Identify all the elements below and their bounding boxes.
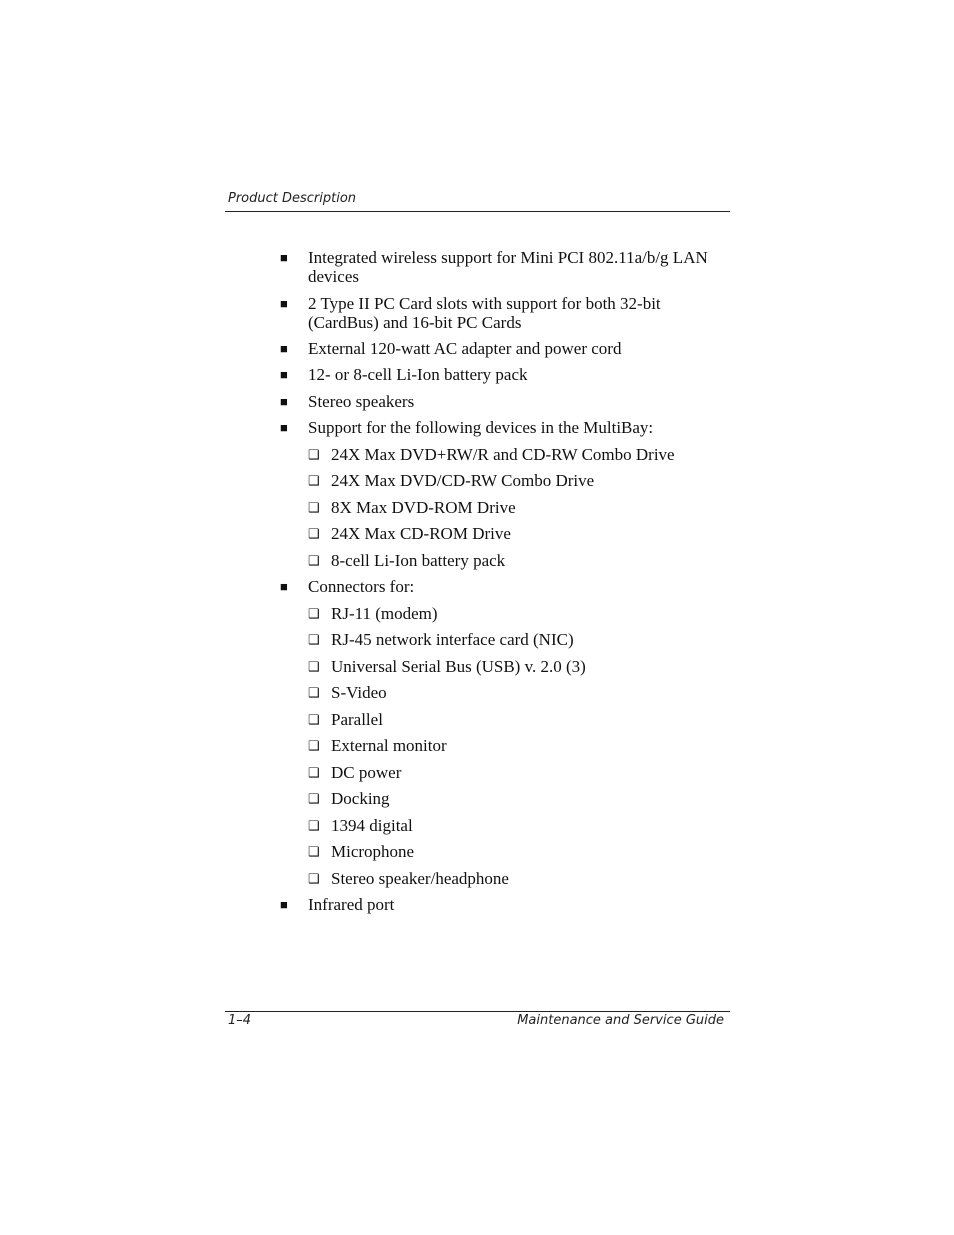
sub-list-item-text: Parallel — [331, 710, 383, 729]
sub-list-item-text: RJ-11 (modem) — [331, 604, 438, 623]
sub-list-item — [308, 816, 728, 835]
sub-list-item — [308, 842, 728, 861]
list-item — [280, 248, 725, 286]
list-item-text: 12- or 8-cell Li-Ion battery pack — [308, 365, 528, 384]
checkbox-bullet-icon: ❑ — [308, 685, 320, 700]
sub-list-item-text: 1394 digital — [331, 816, 413, 835]
sub-list-item-text: RJ-45 network interface card (NIC) — [331, 630, 574, 649]
checkbox-bullet-icon: ❑ — [308, 712, 320, 727]
list-item — [280, 392, 725, 411]
sub-list-item-text: 8-cell Li-Ion battery pack — [331, 551, 506, 570]
list-item — [280, 339, 725, 358]
checkbox-bullet-icon: ❑ — [308, 553, 320, 568]
list-item-text: Infrared port — [308, 895, 395, 914]
checkbox-bullet-icon: ❑ — [308, 738, 320, 753]
sub-list-item-text: 24X Max DVD+RW/R and CD-RW Combo Drive — [331, 445, 675, 464]
sub-list-item-text: 24X Max DVD/CD-RW Combo Drive — [331, 471, 595, 490]
footer-guide-title: Maintenance and Service Guide — [517, 1013, 724, 1028]
square-bullet-icon: ■ — [280, 394, 288, 409]
list-item — [280, 895, 725, 914]
checkbox-bullet-icon: ❑ — [308, 526, 320, 541]
page-header-title: Product Description — [228, 191, 357, 206]
sub-list-item — [308, 498, 728, 517]
checkbox-bullet-icon: ❑ — [308, 473, 320, 488]
square-bullet-icon: ■ — [280, 897, 288, 912]
sub-list-item-text: Microphone — [331, 842, 415, 861]
page-number: 1–4 — [228, 1013, 252, 1028]
sub-list-item — [308, 471, 728, 490]
sub-list-item — [308, 869, 728, 888]
square-bullet-icon: ■ — [280, 341, 288, 356]
checkbox-bullet-icon: ❑ — [308, 632, 320, 647]
checkbox-bullet-icon: ❑ — [308, 871, 320, 886]
sub-list-item — [308, 683, 728, 702]
footer-rule — [225, 1011, 730, 1012]
square-bullet-icon: ■ — [280, 296, 288, 311]
sub-list-item-text: S-Video — [331, 683, 387, 702]
sub-list-item-text: DC power — [331, 763, 402, 782]
sub-list-item — [308, 604, 728, 623]
list-item-text: 2 Type II PC Card slots with support for both 32-bit (CardBus) and 16-bit PC Cards — [308, 294, 661, 332]
sub-list-item-text: Docking — [331, 789, 390, 808]
checkbox-bullet-icon: ❑ — [308, 765, 320, 780]
list-item-text: External 120-watt AC adapter and power cord — [308, 339, 622, 358]
sub-list-item — [308, 657, 728, 676]
list-item-text: Integrated wireless support for Mini PCI 802.11a/b/g LAN devices — [308, 248, 708, 286]
sub-list-item — [308, 763, 728, 782]
header-rule — [225, 211, 730, 212]
sub-list-item — [308, 445, 728, 464]
list-item-text: Stereo speakers — [308, 392, 415, 411]
sub-list-item-text: 8X Max DVD-ROM Drive — [331, 498, 516, 517]
checkbox-bullet-icon: ❑ — [308, 818, 320, 833]
sub-list-item-text: Universal Serial Bus (USB) v. 2.0 (3) — [331, 657, 586, 676]
sub-list-item-text: Stereo speaker/headphone — [331, 869, 509, 888]
list-item — [280, 294, 725, 332]
sub-list-item — [308, 789, 728, 808]
sub-list-item — [308, 710, 728, 729]
checkbox-bullet-icon: ❑ — [308, 500, 320, 515]
square-bullet-icon: ■ — [280, 579, 288, 594]
square-bullet-icon: ■ — [280, 250, 288, 265]
list-item — [280, 418, 725, 437]
sub-list-item-text: 24X Max CD-ROM Drive — [331, 524, 511, 543]
square-bullet-icon: ■ — [280, 367, 288, 382]
list-item-text: Connectors for: — [308, 577, 415, 596]
sub-list-item — [308, 524, 728, 543]
list-item — [280, 365, 725, 384]
sub-list-item — [308, 736, 728, 755]
checkbox-bullet-icon: ❑ — [308, 659, 320, 674]
square-bullet-icon: ■ — [280, 420, 288, 435]
list-item — [280, 577, 725, 596]
checkbox-bullet-icon: ❑ — [308, 606, 320, 621]
checkbox-bullet-icon: ❑ — [308, 791, 320, 806]
sub-list-item — [308, 630, 728, 649]
checkbox-bullet-icon: ❑ — [308, 844, 320, 859]
sub-list-item-text: External monitor — [331, 736, 447, 755]
list-item-text: Support for the following devices in the MultiBay: — [308, 418, 654, 437]
checkbox-bullet-icon: ❑ — [308, 447, 320, 462]
sub-list-item — [308, 551, 728, 570]
